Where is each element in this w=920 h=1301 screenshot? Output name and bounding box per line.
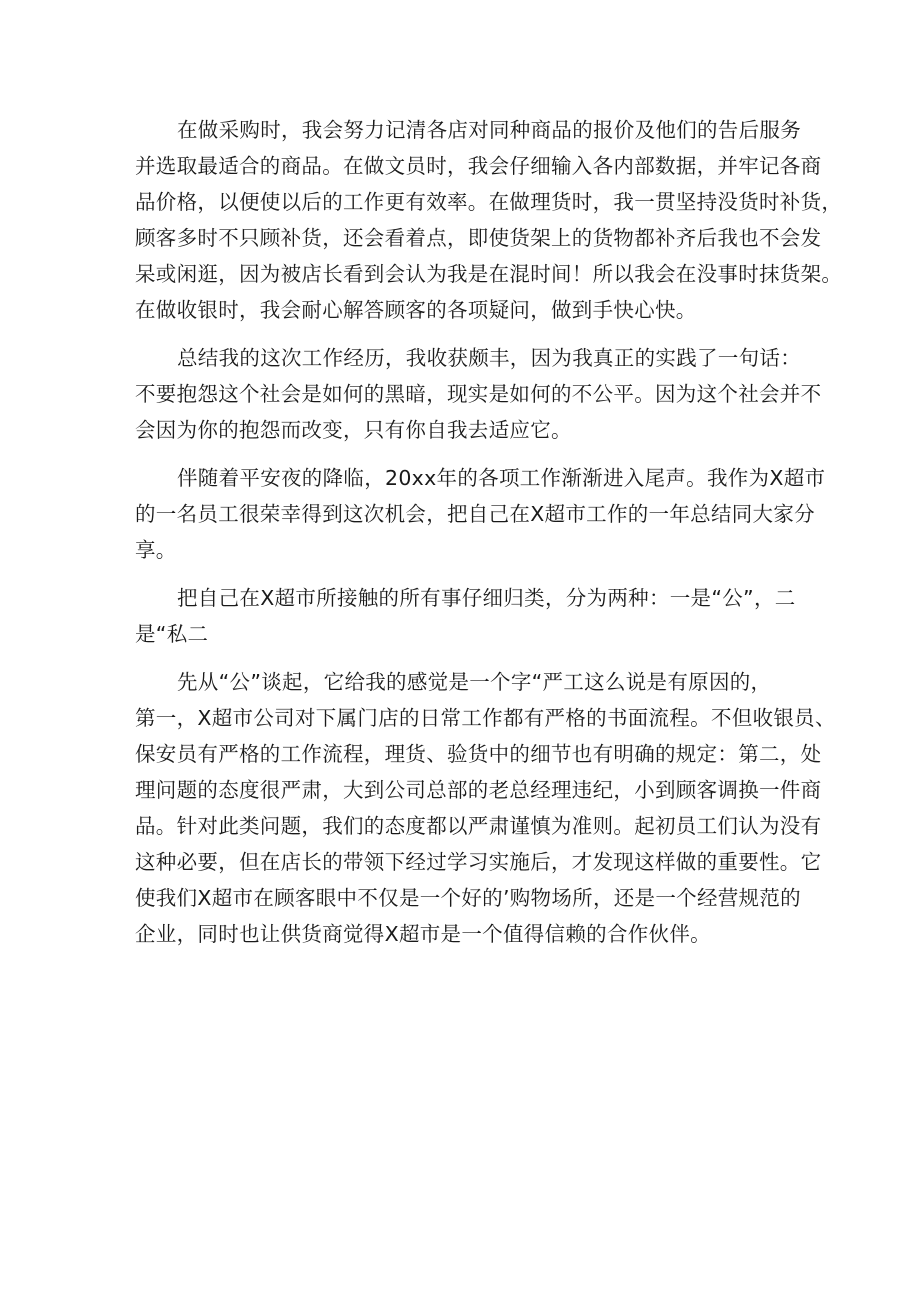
paragraph-gap	[135, 448, 780, 460]
text-line: 会因为你的抱怨而改变，只有你自我去适应它。	[135, 418, 572, 442]
text-line: 保安员有严格的工作流程，理货、验货中的细节也有明确的规定：第二，处	[135, 742, 822, 766]
paragraph	[135, 580, 796, 652]
text-line: 使我们X超市在顾客眼中不仅是一个好的’购物场所，还是一个经营规范的	[135, 886, 801, 910]
text-line: 品。针对此类问题，我们的态度都以严肃谨慎为准则。起初员工们认为没有	[135, 814, 822, 838]
text-line: 在做采购时，我会努力记清各店对同种商品的报价及他们的告后服务	[177, 118, 801, 142]
text-line: 品价格，以便使以后的工作更有效率。在做理货时，我一贯坚持没货时补货，	[135, 190, 843, 214]
text-line: 伴随着平安夜的降临，20xx年的各项工作渐渐进入尾声。我作为X超市	[177, 466, 826, 490]
paragraph	[135, 340, 822, 448]
paragraph-gap	[135, 568, 780, 580]
text-line: 并选取最适合的商品。在做文员时，我会仔细输入各内部数据，并牢记各商	[135, 154, 822, 178]
text-line: 这种必要，但在店长的带领下经过学习实施后，才发现这样做的重要性。它	[135, 850, 822, 874]
paragraph	[135, 664, 836, 952]
paragraph-gap	[135, 328, 780, 340]
text-line: 呆或闲逛，因为被店长看到会认为我是在混时间！所以我会在没事时抹货架。	[135, 262, 843, 286]
text-line: 享。	[135, 538, 177, 562]
text-line: 理问题的态度很严肃，大到公司总部的老总经理违纪，小到顾客调换一件商	[135, 778, 822, 802]
text-line: 是“私二	[135, 622, 209, 646]
text-line: 第一，X超市公司对下属门店的日常工作都有严格的书面流程。不但收银员、	[135, 706, 836, 730]
text-line: 的一名员工很荣幸得到这次机会，把自己在X超市工作的一年总结同大家分	[135, 502, 815, 526]
paragraph	[135, 460, 826, 568]
text-line: 企业，同时也让供货商觉得X超市是一个值得信赖的合作伙伴。	[135, 922, 711, 946]
text-line: 不要抱怨这个社会是如何的黑暗，现实是如何的不公平。因为这个社会并不	[135, 382, 822, 406]
paragraph-gap	[135, 652, 780, 664]
paragraph	[135, 112, 843, 328]
text-line: 总结我的这次工作经历，我收获颇丰，因为我真正的实践了一句话：	[177, 346, 801, 370]
document-body	[135, 112, 843, 952]
text-line: 先从“公”谈起，它给我的感觉是一个字“严工这么说是有原因的，	[177, 670, 772, 694]
text-line: 把自己在X超市所接触的所有事仔细归类，分为两种：一是“公”，二	[177, 586, 796, 610]
text-line: 在做收银时，我会耐心解答顾客的各项疑问，做到手快心快。	[135, 298, 697, 322]
text-line: 顾客多时不只顾补货，还会看着点，即使货架上的货物都补齐后我也不会发	[135, 226, 822, 250]
